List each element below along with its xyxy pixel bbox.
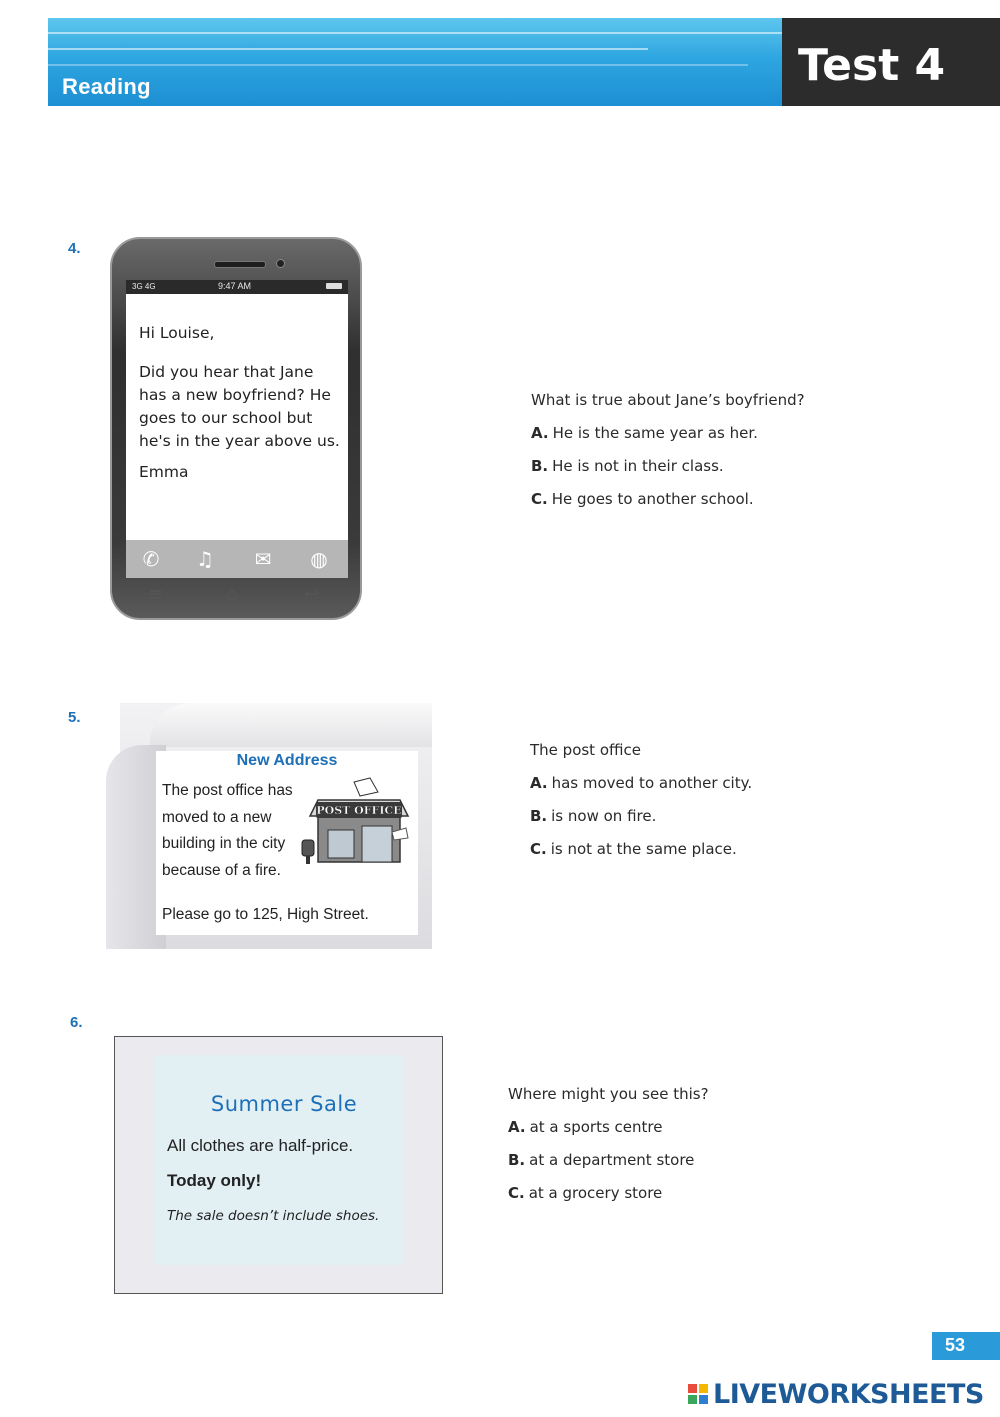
option-letter: C.	[531, 490, 548, 508]
back-icon: ↩	[304, 584, 320, 605]
option-6a[interactable]	[508, 1118, 662, 1136]
option-text: at a sports centre	[529, 1118, 663, 1136]
option-text: has moved to another city.	[551, 774, 753, 792]
option-text: is now on fire.	[551, 807, 657, 825]
phone-icon: ✆	[142, 547, 160, 571]
option-letter: C.	[530, 840, 547, 858]
post-office-icon	[296, 776, 418, 870]
message-signature: Emma	[139, 463, 189, 481]
phone-nav-bar	[126, 580, 348, 612]
question-5-text: The post office	[530, 741, 641, 759]
option-6c[interactable]	[508, 1184, 662, 1202]
music-icon: ♫	[196, 547, 214, 571]
option-letter: C.	[508, 1184, 525, 1202]
watermark-text: LIVEWORKSHEETS	[713, 1378, 984, 1410]
message-greeting: Hi Louise,	[139, 324, 215, 342]
question-number-4: 4.	[68, 240, 81, 257]
option-text: at a grocery store	[528, 1184, 663, 1202]
test-title: Test 4	[798, 40, 946, 91]
signal-indicator: 3G 4G	[132, 282, 156, 291]
option-letter: A.	[530, 774, 548, 792]
post-office-sign: POST OFFICE	[316, 804, 402, 817]
option-5c[interactable]	[530, 840, 737, 858]
option-text: is not at the same place.	[550, 840, 737, 858]
notice-footer: Please go to 125, High Street.	[162, 906, 369, 923]
section-title: Reading	[62, 74, 151, 99]
liveworksheets-watermark	[688, 1378, 984, 1410]
option-6b[interactable]	[508, 1151, 694, 1169]
question-number-6: 6.	[70, 1014, 83, 1031]
phone-dock	[126, 540, 348, 578]
option-letter: A.	[508, 1118, 526, 1136]
page-number: 53	[944, 1335, 966, 1355]
text-message	[139, 322, 344, 484]
option-text: He is not in their class.	[552, 457, 724, 475]
question-6-text: Where might you see this?	[508, 1085, 709, 1103]
option-4a[interactable]	[531, 424, 758, 442]
globe-icon: ◍	[310, 547, 328, 571]
option-letter: B.	[531, 457, 549, 475]
menu-icon: ≡	[148, 584, 164, 605]
sale-line-3: The sale doesn’t include shoes.	[167, 1208, 380, 1224]
option-text: He is the same year as her.	[552, 424, 758, 442]
home-icon: ⌂	[226, 584, 238, 605]
battery-icon	[326, 283, 342, 289]
sale-line-2: Today only!	[167, 1171, 262, 1190]
message-body: Did you hear that Jane has a new boyfriend? He goes to our school but he's in the year above us.	[139, 363, 340, 450]
question-number-5: 5.	[68, 709, 81, 726]
phone-speaker	[214, 261, 266, 268]
mail-icon: ✉	[254, 547, 272, 571]
option-letter: A.	[531, 424, 549, 442]
option-4c[interactable]	[531, 490, 754, 508]
phone-time: 9:47 AM	[218, 281, 252, 291]
phone-status-bar	[126, 280, 348, 294]
question-4-text: What is true about Jane’s boyfriend?	[531, 391, 805, 409]
notice-paper-fold	[150, 703, 432, 747]
notice-title: New Address	[236, 752, 338, 769]
sale-line-1: All clothes are half-price.	[167, 1136, 354, 1155]
notice-body: The post office has moved to a new building in the city because of a fire.	[162, 782, 293, 879]
sale-sign-card	[154, 1055, 403, 1265]
phone-camera	[276, 259, 285, 268]
option-5b[interactable]	[530, 807, 656, 825]
sale-title: Summer Sale	[210, 1092, 358, 1116]
option-letter: B.	[508, 1151, 526, 1169]
option-5a[interactable]	[530, 774, 752, 792]
option-text: at a department store	[529, 1151, 695, 1169]
option-4b[interactable]	[531, 457, 724, 475]
option-letter: B.	[530, 807, 548, 825]
liveworksheets-logo-icon	[688, 1384, 708, 1404]
option-text: He goes to another school.	[551, 490, 754, 508]
